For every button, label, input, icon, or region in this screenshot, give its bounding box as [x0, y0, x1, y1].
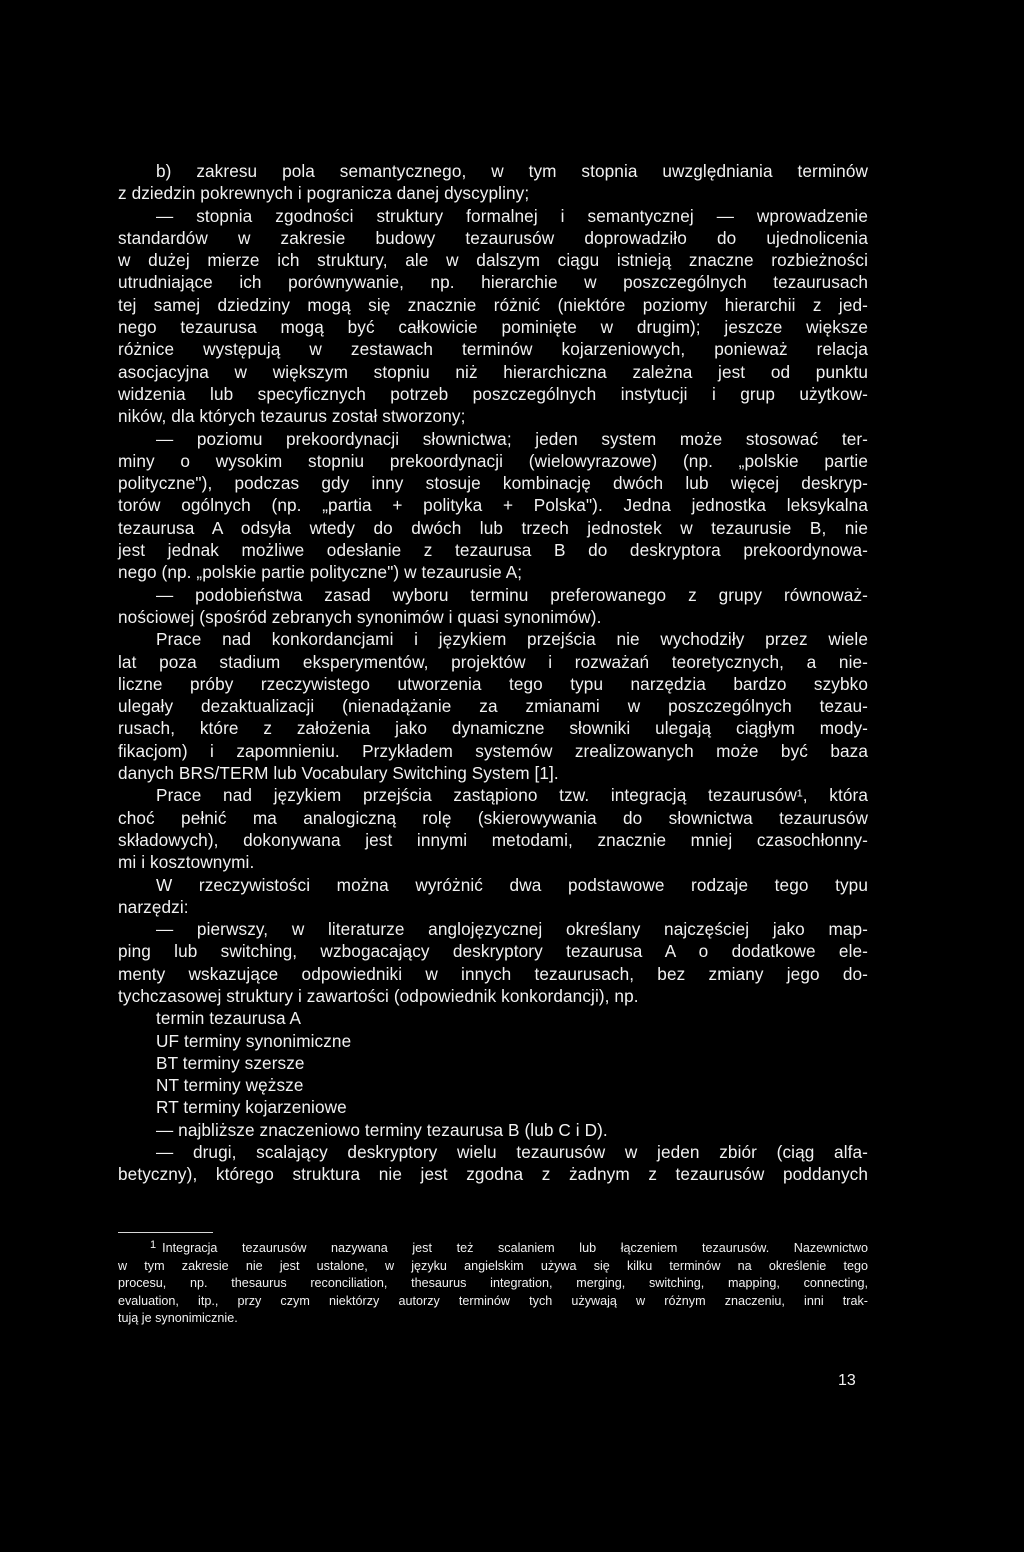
text-line: menty wskazujące odpowiedniki w innych tezaurusach, bez zmiany jego do- [118, 963, 868, 984]
text-line: — poziomu prekoordynacji słownictwa; jeden system może stosować ter- [156, 428, 868, 449]
footnote-line: procesu, np. thesaurus reconciliation, thesaurus integration, merging, switching, mapping, connecting, [118, 1276, 868, 1291]
text-line: jest jednak możliwe odesłanie z tezaurusa B do deskryptora prekoordynowa- [118, 540, 868, 561]
text-line: utrudniające ich porównywanie, np. hierarchie w poszczególnych tezaurusach [118, 272, 868, 293]
footnote-line [118, 1240, 868, 1258]
text-line: — stopnia zgodności struktury formalnej i semantycznej — wprowadzenie [156, 205, 868, 226]
text-line: nego (np. „polskie partie polityczne") w tezaurusie A; [118, 562, 523, 583]
text-line: asocjacyjna w większym stopniu niż hierarchiczna zależna jest od punktu [118, 361, 868, 382]
text-line: termin tezaurusa A [156, 1008, 302, 1029]
text-line: fikacjom) i zapomnieniu. Przykładem systemów zrealizowanych może być baza [118, 740, 868, 761]
text-line: w dużej mierze ich struktury, ale w dalszym ciągu istnieją znaczne rozbieżności [118, 250, 868, 271]
text-line: ping lub switching, wzbogacający deskryptory tezaurusa A o dodatkowe ele- [118, 941, 868, 962]
text-line: nościowej (spośród zebranych synonimów i quasi synonimów). [118, 606, 602, 627]
text-line: składowych), dokonywana jest innymi metodami, znacznie mniej czasochłonny- [118, 829, 868, 850]
text-line: narzędzi: [118, 896, 189, 917]
text-line: Prace nad językiem przejścia zastąpiono tzw. integracją tezaurusów¹, która [156, 785, 868, 806]
text-line: BT terminy szersze [156, 1052, 305, 1073]
footnote-line: tują je synonimicznie. [118, 1311, 238, 1326]
page-number: 13 [838, 1372, 856, 1389]
text-line: UF terminy synonimiczne [156, 1030, 352, 1051]
footnote-line: w tym zakresie nie jest ustalone, w języku angielskim używa się kilku terminów na określenie tego [118, 1258, 868, 1273]
text-line: tezaurusa A odsyła wtedy do dwóch lub trzech jednostek w tezaurusie B, nie [118, 517, 868, 538]
text-line: tej samej dziedziny mogą się znacznie różnić (niektóre poziomy hierarchii z jed- [118, 294, 868, 315]
text-line: z dziedzin pokrewnych i pogranicza danej dyscypliny; [118, 183, 530, 204]
footnote-line: evaluation, itp., przy czym niektórzy autorzy terminów tych używają w różnym znaczeniu, inni trak- [118, 1293, 868, 1308]
text-line: tychczasowej struktury i zawartości (odpowiednik konkordancji), np. [118, 985, 639, 1006]
text-line: choć pełnić ma analogiczną rolę (skierowywania do słownictwa tezaurusów [118, 807, 868, 828]
text-line: rusach, które z założenia jako dynamiczne słowniki ulegają ciągłym mody- [118, 718, 868, 739]
text-line: standardów w zakresie budowy tezaurusów doprowadziło do ujednolicenia [118, 227, 868, 248]
text-line: miny o wysokim stopniu prekoordynacji (wielowyrazowe) (np. „polskie partie [118, 450, 868, 471]
footnote-block [118, 1240, 868, 1328]
footnote-number: 1 [150, 1239, 157, 1251]
text-line: mi i kosztownymi. [118, 852, 255, 873]
text-line: — najbliższe znaczeniowo terminy tezaurusa B (lub C i D). [156, 1119, 608, 1140]
text-line: nego tezaurusa mogą być całkowicie pominięte w drugim); jeszcze większe [118, 317, 868, 338]
text-line: ulegały dezaktualizacji (nienadążanie za zmianami w poszczególnych tezau- [118, 696, 868, 717]
text-line: widzenia lub specyficznych potrzeb poszczególnych instytucji i grup użytkow- [118, 383, 868, 404]
text-line: lat poza stadium eksperymentów, projektów i rozważań teoretycznych, a nie- [118, 651, 868, 672]
footnote-separator [118, 1232, 213, 1233]
text-line: — podobieństwa zasad wyboru terminu preferowanego z grupy równoważ- [156, 584, 868, 605]
text-line: NT terminy węższe [156, 1075, 304, 1096]
text-line: polityczne"), podczas gdy inny stosuje kombinację dwóch lub więcej deskryp- [118, 473, 868, 494]
text-line: różnice występują w zestawach terminów kojarzeniowych, ponieważ relacja [118, 339, 868, 360]
text-line: W rzeczywistości można wyróżnić dwa podstawowe rodzaje tego typu [156, 874, 868, 895]
text-line: b) zakresu pola semantycznego, w tym stopnia uwzględniania terminów [156, 161, 868, 181]
text-line: liczne próby rzeczywistego utworzenia tego typu narzędzia bardzo szybko [118, 673, 868, 694]
text-line: RT terminy kojarzeniowe [156, 1097, 347, 1118]
text-line: Prace nad konkordancjami i językiem przejścia nie wychodziły przez wiele [156, 629, 868, 650]
text-line: danych BRS/TERM lub Vocabulary Switching System [1]. [118, 763, 559, 784]
footnote-text: Integracja tezaurusów nazywana jest też scalaniem lub łączeniem tezaurusów. Nazewnictwo [162, 1241, 868, 1255]
text-line: — drugi, scalający deskryptory wielu tezaurusów w jeden zbiór (ciąg alfa- [156, 1142, 868, 1163]
page-body [118, 160, 868, 1186]
text-line: — pierwszy, w literaturze anglojęzycznej określany najczęściej jako map- [156, 919, 868, 940]
text-line: torów ogólnych (np. „partia + polityka + Polska"). Jedna jednostka leksykalna [118, 495, 868, 516]
text-line: betyczny), którego struktura nie jest zgodna z żadnym z tezaurusów poddanych [118, 1164, 868, 1185]
text-line: ników, dla których tezaurus został stworzony; [118, 406, 466, 427]
